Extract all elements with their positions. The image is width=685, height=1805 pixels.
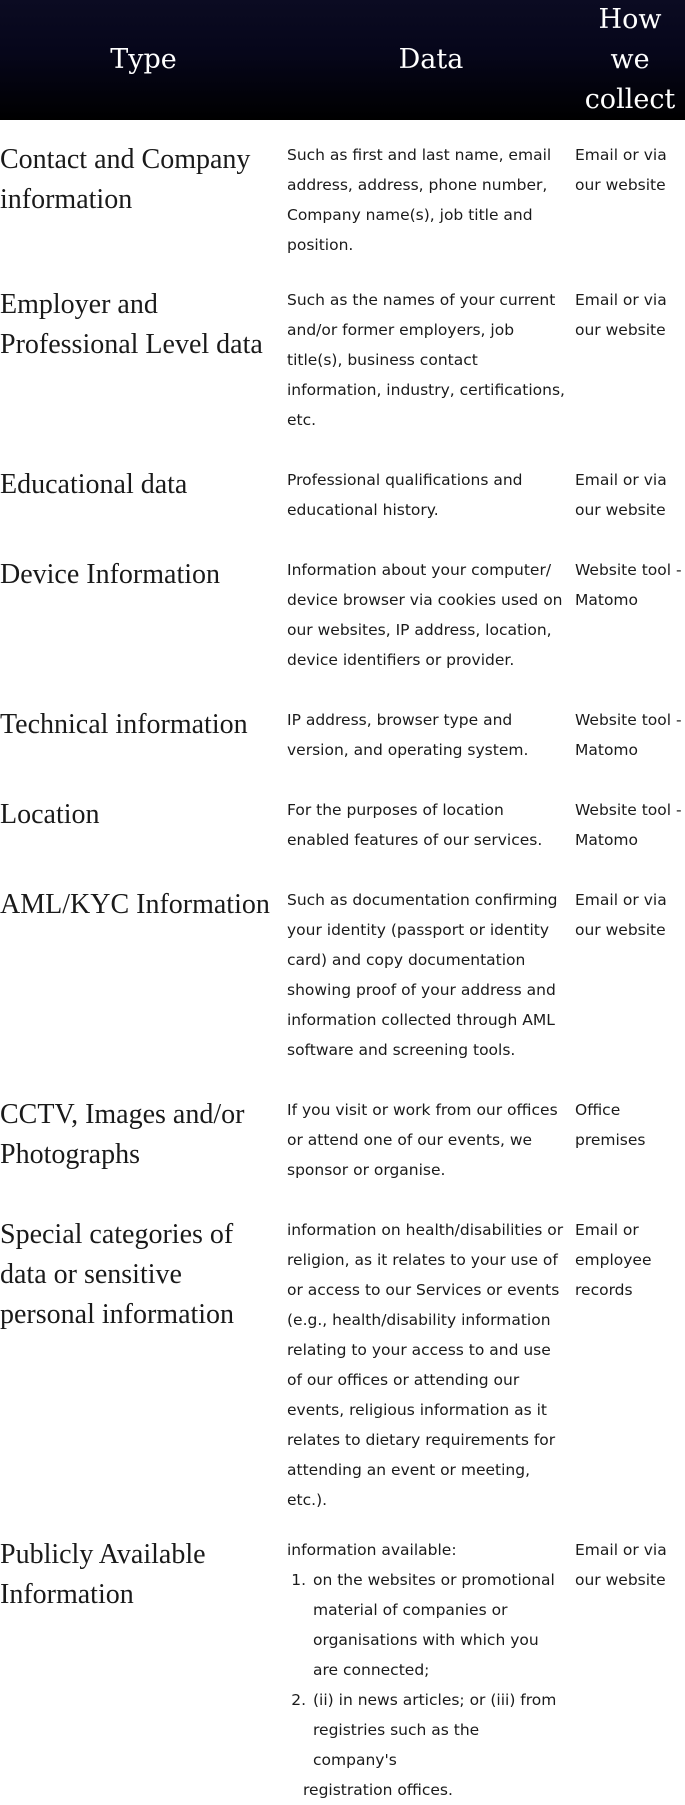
table-row (0, 775, 685, 865)
header-data: Data (398, 44, 464, 75)
row-how: Office premises (575, 1101, 646, 1149)
row-type: Publicly Available Information (0, 1539, 206, 1610)
table-row (0, 865, 685, 1075)
row-how: Email or employee records (575, 1221, 652, 1299)
row-data (287, 1515, 575, 1805)
row-data: Professional qualifications and educational history. (287, 471, 523, 519)
table-row (0, 1075, 685, 1195)
row-data: IP address, browser type and version, and operating system. (287, 711, 529, 759)
header-how-we-collect: How we collect (584, 4, 676, 115)
row-how: Email or via our website (575, 146, 667, 194)
row-type: Contact and Company information (0, 144, 251, 215)
row-type: AML/KYC Information (0, 889, 270, 920)
row-data: information on health/disabilities or religion, as it relates to your use of or access to our Services or events (e.g., health/disability information relating to your access to and use of our offices or attending our events, religious information as it relates to dietary requirements for attending an event or meeting, etc.). (287, 1221, 564, 1509)
table-row (0, 1195, 685, 1515)
row-how: Email or via our website (575, 1541, 667, 1589)
row-how: Website tool - Matomo (575, 561, 682, 609)
table-row (0, 120, 685, 265)
row-type: Location (0, 799, 100, 830)
table-row (0, 445, 685, 535)
row-how: Email or via our website (575, 471, 667, 519)
table-row (0, 535, 685, 685)
row-how: Website tool - Matomo (575, 711, 682, 759)
table-header-row (0, 0, 685, 120)
row-how: Email or via our website (575, 891, 667, 939)
list-item: 1. on the websites or promotional material of companies or organisations with which you are connected; (311, 1565, 567, 1685)
row-type: Technical information (0, 709, 248, 740)
list-item: 2. (ii) in news articles; or (iii) from registries such as the company's (311, 1685, 567, 1775)
row-type: Employer and Professional Level data (0, 289, 263, 360)
data-list-tail: registration offices. (303, 1781, 453, 1799)
header-type: Type (110, 44, 177, 75)
row-type: Special categories of data or sensitive personal information (0, 1219, 235, 1330)
row-data: Such as the names of your current and/or former employers, job title(s), business contact information, industry, certifications, etc. (287, 291, 565, 429)
row-data: For the purposes of location enabled features of our services. (287, 801, 543, 849)
row-data: If you visit or work from our offices or attend one of our events, we sponsor or organise. (287, 1101, 558, 1179)
table-row (0, 685, 685, 775)
row-data: Information about your computer/ device browser via cookies used on our websites, IP address, location, device identifiers or provider. (287, 561, 563, 669)
data-intro: information available: (287, 1541, 457, 1559)
row-type: Educational data (0, 469, 188, 500)
row-how: Email or via our website (575, 291, 667, 339)
row-data: Such as first and last name, email address, address, phone number, Company name(s), job title and position. (287, 146, 552, 254)
row-type: Device Information (0, 559, 221, 590)
row-type: CCTV, Images and/or Photographs (0, 1099, 245, 1170)
row-how: Website tool - Matomo (575, 801, 682, 849)
row-data: Such as documentation confirming your identity (passport or identity card) and copy documentation showing proof of your address and information collected through AML software and screening tools. (287, 891, 558, 1059)
table-row (0, 1515, 685, 1805)
table-row (0, 265, 685, 445)
data-list (287, 1565, 567, 1775)
